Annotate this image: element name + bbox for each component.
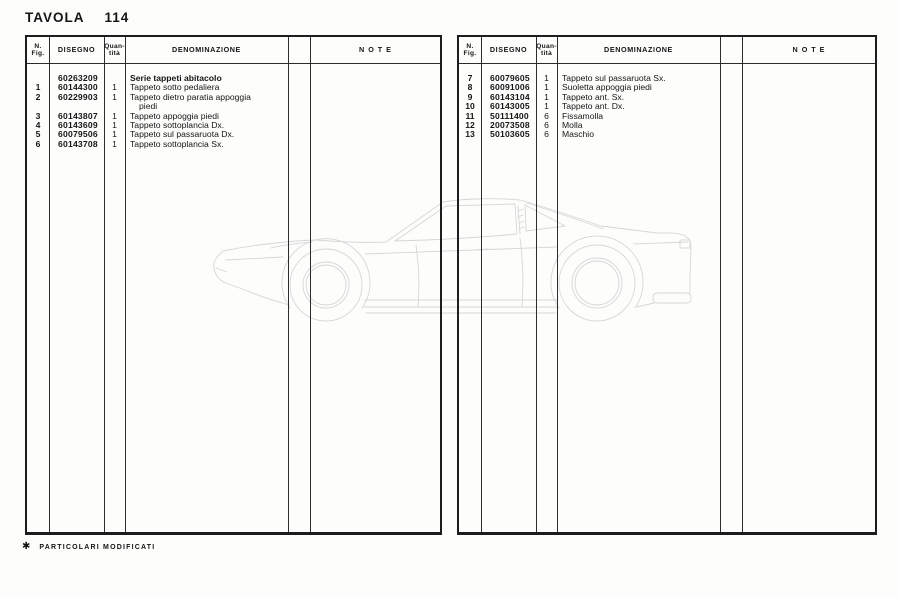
page-title-label: TAVOLA — [25, 10, 85, 25]
quantity: 1 — [112, 82, 117, 93]
table-header — [27, 37, 440, 64]
disegno-number: 60144300 — [58, 82, 98, 93]
disegno-number: 60143609 — [58, 120, 98, 131]
footer-note-text: PARTICOLARI MODIFICATI — [39, 543, 156, 551]
header-quantita: Quan- tità — [104, 42, 125, 57]
parts-table-right — [457, 35, 877, 535]
footer-note — [22, 542, 155, 552]
header-spacer — [288, 37, 310, 63]
quantity: 1 — [112, 138, 117, 149]
table-body — [27, 74, 440, 149]
disegno-number: 60143708 — [58, 138, 98, 149]
table-header — [459, 37, 875, 64]
fig-number: 1 — [35, 82, 41, 93]
page-title-number: 114 — [104, 10, 130, 25]
quantity: 6 — [544, 129, 549, 140]
asterisk-icon: ✱ — [22, 541, 31, 552]
denomination: Fissamolla — [562, 110, 604, 121]
parts-table-left — [25, 35, 442, 535]
header-quantita: Quan- tità — [536, 42, 557, 57]
fig-number: 9 — [467, 91, 473, 102]
denomination: Tappeto sottoplancia Sx. — [130, 138, 224, 149]
table-row — [27, 93, 440, 112]
header-spacer — [720, 37, 742, 63]
disegno-number: 20073508 — [490, 120, 530, 131]
table-body — [459, 74, 875, 140]
header-note: NOTE — [359, 45, 395, 55]
fig-number: 4 — [35, 120, 41, 131]
page-title — [25, 10, 129, 25]
quantity: 1 — [112, 129, 117, 140]
header-fig: N. Fig. — [463, 42, 477, 57]
fig-number: 10 — [465, 101, 475, 112]
denomination: Tappeto dietro paratia appoggia piedi — [125, 93, 288, 112]
denomination: Suoletta appoggia piedi — [562, 82, 652, 93]
quantity: 1 — [544, 82, 549, 93]
disegno-number: 60143005 — [490, 101, 530, 112]
header-denominazione: DENOMINAZIONE — [604, 45, 673, 55]
denomination: Tappeto ant. Dx. — [562, 101, 625, 112]
disegno-number: 60263209 — [58, 73, 98, 83]
header-note: NOTE — [792, 45, 829, 55]
fig-number: 5 — [35, 129, 41, 140]
fig-number: 8 — [467, 82, 473, 93]
disegno-number: 60091006 — [490, 82, 530, 93]
header-disegno: DISEGNO — [57, 45, 96, 55]
denomination: Molla — [562, 120, 583, 131]
quantity: 1 — [112, 91, 117, 102]
quantity: 6 — [544, 110, 549, 121]
quantity: 6 — [544, 120, 549, 131]
quantity: 1 — [112, 120, 117, 131]
denomination: Tappeto sotto pedaliera — [130, 82, 220, 93]
fig-number: 11 — [465, 110, 475, 121]
denomination: Serie tappeti abitacolo — [130, 73, 222, 83]
fig-number: 6 — [35, 138, 41, 149]
denomination: Tappeto ant. Sx. — [562, 91, 625, 102]
disegno-number: 60143807 — [58, 110, 98, 121]
fig-number: 3 — [35, 110, 41, 121]
quantity: 1 — [544, 91, 549, 102]
disegno-number: 50103605 — [490, 129, 530, 140]
denomination: Tappeto sul passaruota Dx. — [130, 129, 235, 140]
denomination: Tappeto sottoplancia Dx. — [130, 120, 225, 131]
fig-number: 12 — [465, 120, 475, 131]
disegno-number: 60079605 — [490, 73, 530, 83]
table-row — [459, 130, 875, 139]
disegno-number: 60079506 — [58, 129, 98, 140]
denomination: Tappeto appoggia piedi — [130, 110, 219, 121]
header-denominazione: DENOMINAZIONE — [172, 45, 241, 55]
header-fig: N. Fig. — [31, 42, 45, 57]
disegno-number: 60143104 — [490, 91, 530, 102]
denomination-line2: piedi — [139, 101, 158, 112]
fig-number: 13 — [465, 129, 475, 140]
denomination: Maschio — [562, 129, 594, 140]
disegno-number: 60229903 — [58, 91, 98, 102]
fig-number: 7 — [467, 73, 473, 83]
header-disegno: DISEGNO — [489, 45, 528, 55]
quantity: 1 — [544, 101, 549, 112]
fig-number: 2 — [35, 91, 41, 102]
table-row — [27, 140, 440, 149]
disegno-number: 50111400 — [490, 110, 529, 121]
quantity: 1 — [544, 73, 549, 83]
denomination: Tappeto sul passaruota Sx. — [562, 73, 666, 83]
quantity: 1 — [112, 110, 117, 121]
